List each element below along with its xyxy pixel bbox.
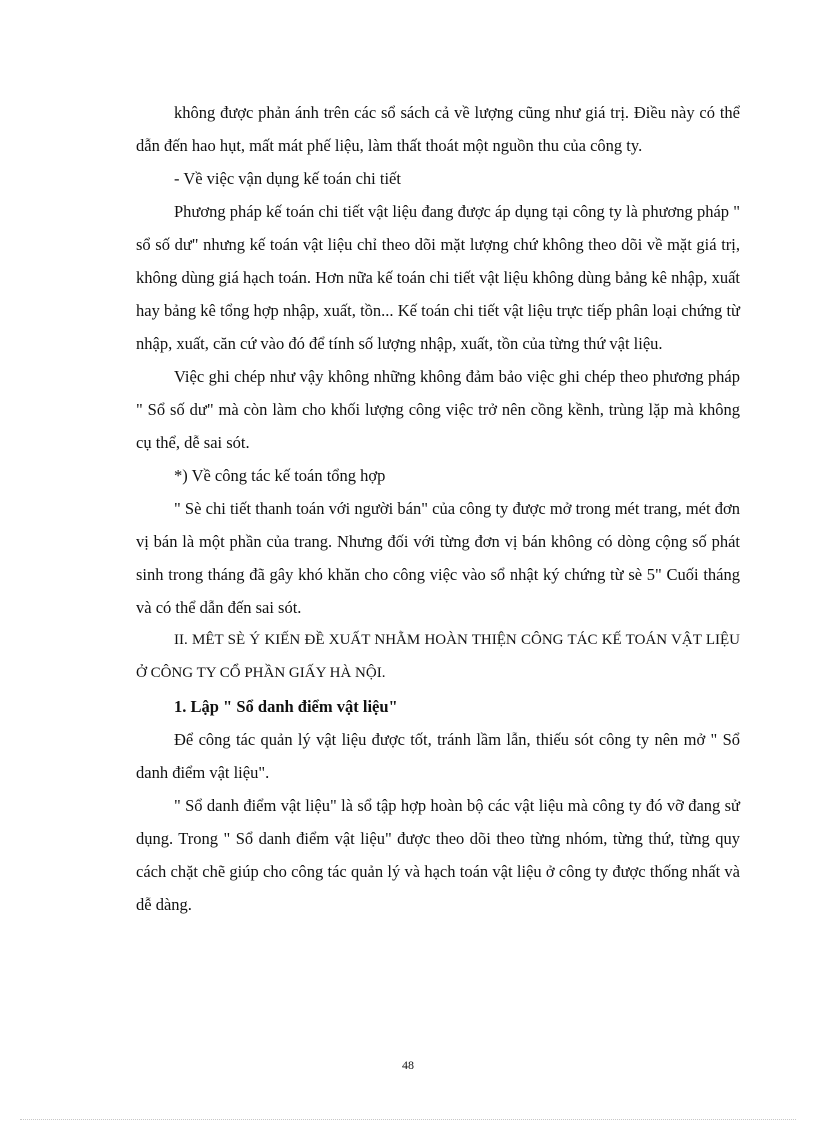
- paragraph-7: Để công tác quản lý vật liệu được tốt, tránh lầm lẫn, thiếu sót công ty nên mở " Sổ danh điểm vật liệu".: [136, 730, 740, 782]
- paragraph-5: *) Về công tác kế toán tổng hợp: [174, 466, 386, 485]
- subsection-heading: 1. Lập " Sổ danh điểm vật liệu": [174, 697, 398, 716]
- paragraph-4: Việc ghi chép như vậy không những không đảm bảo việc ghi chép theo phương pháp " Sổ số dư" mà còn làm cho khối lượng công việc trở nên cồng kềnh, trùng lặp mà không cụ thể, dễ sai sót.: [136, 367, 740, 452]
- paragraph-8: " Sổ danh điểm vật liệu" là sổ tập hợp hoàn bộ các vật liệu mà công ty đó vỡ đang sử dụng. Trong " Sổ danh điểm vật liệu" được theo dõi theo từng nhóm, từng thứ, từng quy cách chặt chẽ giúp cho công tác quản lý và hạch toán vật liệu ở công ty được thống nhất và dễ dàng.: [136, 796, 740, 914]
- paragraph-3: Phương pháp kế toán chi tiết vật liệu đang được áp dụng tại công ty là phương pháp " sổ số dư" nhưng kế toán vật liệu chỉ theo dõi mặt lượng chứ không theo dõi về mặt giá trị, không dùng giá hạch toán. Hơn nữa kế toán chi tiết vật liệu không dùng bảng kê nhập, xuất hay bảng kê tổng hợp nhập, xuất, tồn... Kế toán chi tiết vật liệu trực tiếp phân loại chứng từ nhập, xuất, căn cứ vào đó để tính số lượng nhập, xuất, tồn của từng thứ vật liệu.: [136, 202, 740, 353]
- paragraph-2: - Về việc vận dụng kế toán chi tiết: [174, 169, 401, 188]
- section-heading: II. MÊT SÈ Ý KIẾN ĐỀ XUẤT NHẰM HOÀN THIỆN CÔNG TÁC KẾ TOÁN VẬT LIỆU Ở CÔNG TY CỔ PHẦN GIẤY HÀ NỘI.: [136, 632, 740, 681]
- page-number: 48: [402, 1058, 414, 1072]
- document-body: [136, 96, 740, 921]
- page-bottom-rule: [20, 1119, 796, 1120]
- paragraph-1: không được phản ánh trên các sổ sách cả về lượng cũng như giá trị. Điều này có thể dẫn đến hao hụt, mất mát phế liệu, làm thất thoát một nguồn thu của công ty.: [136, 103, 740, 155]
- paragraph-6: " Sè chi tiết thanh toán với người bán" của công ty được mở trong mét trang, mét đơn vị bán là một phần của trang. Nhưng đối với từng đơn vị bán không có dòng cộng số phát sinh trong tháng đã gây khó khăn cho công việc vào sổ nhật ký chứng từ sè 5" Cuối tháng và có thể dẫn đến sai sót.: [136, 499, 740, 617]
